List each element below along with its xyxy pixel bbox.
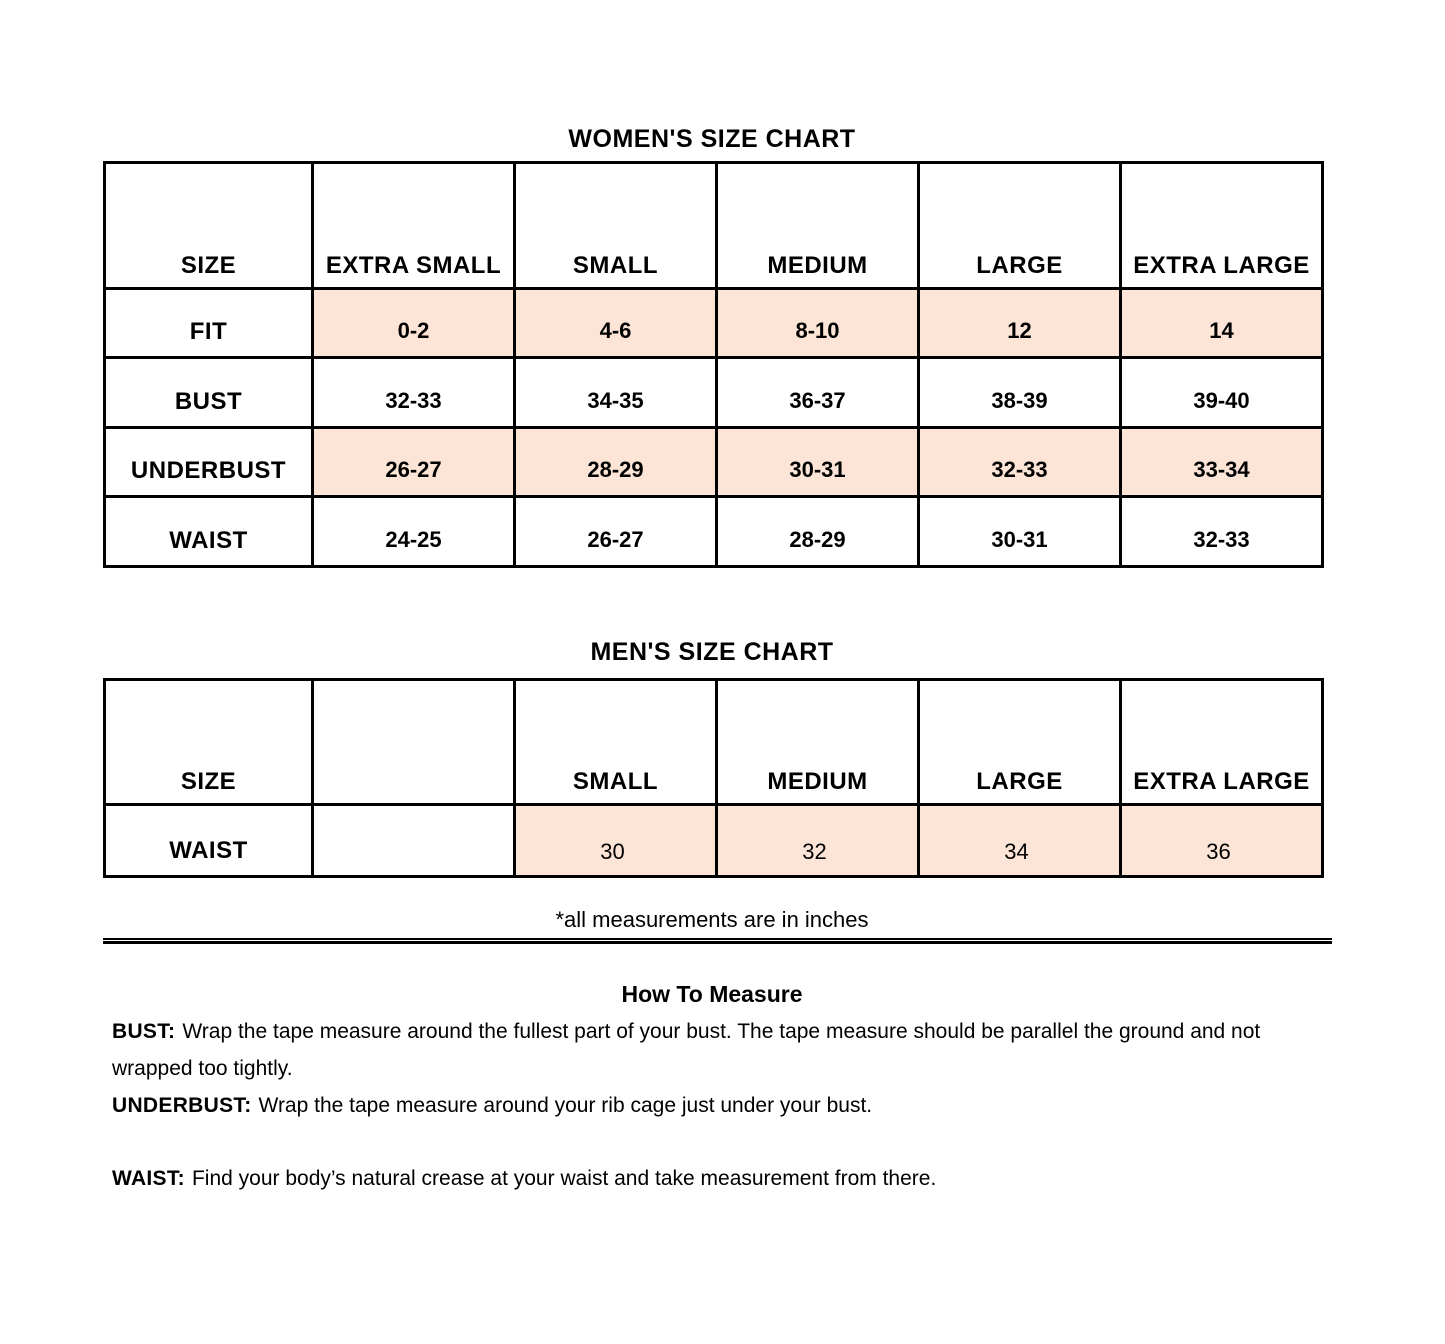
measurements-footnote: *all measurements are in inches <box>555 907 869 932</box>
table-cell: 38-39 <box>919 358 1121 428</box>
measure-term-underbust: UNDERBUST: <box>112 1094 252 1117</box>
column-header-extra-large: EXTRA LARGE <box>1121 163 1323 289</box>
table-cell: 24-25 <box>313 497 515 567</box>
table-row-underbust <box>105 428 1323 497</box>
column-header-medium: MEDIUM <box>717 163 919 289</box>
measure-item-bust <box>112 1013 1320 1087</box>
measure-term-bust: BUST: <box>112 1020 176 1043</box>
row-label: BUST <box>105 358 313 428</box>
how-to-measure-list <box>112 1013 1320 1197</box>
table-cell: 30-31 <box>717 428 919 497</box>
table-cell <box>313 805 515 877</box>
table-cell: 26-27 <box>313 428 515 497</box>
women-header-row <box>105 163 1323 289</box>
table-cell: 8-10 <box>717 289 919 358</box>
column-header-medium: MEDIUM <box>717 680 919 805</box>
row-label: FIT <box>105 289 313 358</box>
measure-item-underbust <box>112 1087 1320 1124</box>
table-cell: 32 <box>717 805 919 877</box>
row-label: WAIST <box>105 497 313 567</box>
measure-description-underbust: Wrap the tape measure around your rib cage just under your bust. <box>258 1094 873 1117</box>
men-size-table <box>103 678 1324 878</box>
measure-term-waist: WAIST: <box>112 1167 185 1190</box>
table-row-bust <box>105 358 1323 428</box>
column-header-large: LARGE <box>919 680 1121 805</box>
table-cell: 26-27 <box>515 497 717 567</box>
table-row-waist <box>105 805 1323 877</box>
table-cell: 33-34 <box>1121 428 1323 497</box>
men-chart-title: MEN'S SIZE CHART <box>590 638 834 666</box>
column-header-size: SIZE <box>105 680 313 805</box>
table-cell: 30 <box>515 805 717 877</box>
column-header-small: SMALL <box>515 163 717 289</box>
table-cell: 28-29 <box>717 497 919 567</box>
women-size-table <box>103 161 1324 568</box>
table-cell: 30-31 <box>919 497 1121 567</box>
divider-rule <box>103 938 1332 944</box>
column-header-large: LARGE <box>919 163 1121 289</box>
table-cell: 32-33 <box>313 358 515 428</box>
column-header-empty <box>313 680 515 805</box>
table-cell: 34-35 <box>515 358 717 428</box>
column-header-extra-large: EXTRA LARGE <box>1121 680 1323 805</box>
table-cell: 32-33 <box>1121 497 1323 567</box>
table-row-fit <box>105 289 1323 358</box>
how-to-measure-heading: How To Measure <box>621 981 803 1007</box>
men-header-row <box>105 680 1323 805</box>
row-label: WAIST <box>105 805 313 877</box>
table-cell: 36-37 <box>717 358 919 428</box>
measure-description-waist: Find your body’s natural crease at your waist and take measurement from there. <box>191 1167 937 1190</box>
column-header-extra-small: EXTRA SMALL <box>313 163 515 289</box>
table-cell: 12 <box>919 289 1121 358</box>
women-chart-title: WOMEN'S SIZE CHART <box>568 125 856 153</box>
table-cell: 36 <box>1121 805 1323 877</box>
column-header-small: SMALL <box>515 680 717 805</box>
row-label: UNDERBUST <box>105 428 313 497</box>
table-cell: 28-29 <box>515 428 717 497</box>
table-cell: 14 <box>1121 289 1323 358</box>
table-cell: 4-6 <box>515 289 717 358</box>
measure-item-waist <box>112 1160 1320 1197</box>
table-cell: 32-33 <box>919 428 1121 497</box>
measure-description-bust: Wrap the tape measure around the fullest part of your bust. The tape measure should be parallel the ground and not wrapped too tightly. <box>112 1020 1261 1080</box>
column-header-size: SIZE <box>105 163 313 289</box>
table-row-waist <box>105 497 1323 567</box>
table-cell: 34 <box>919 805 1121 877</box>
table-cell: 39-40 <box>1121 358 1323 428</box>
table-cell: 0-2 <box>313 289 515 358</box>
